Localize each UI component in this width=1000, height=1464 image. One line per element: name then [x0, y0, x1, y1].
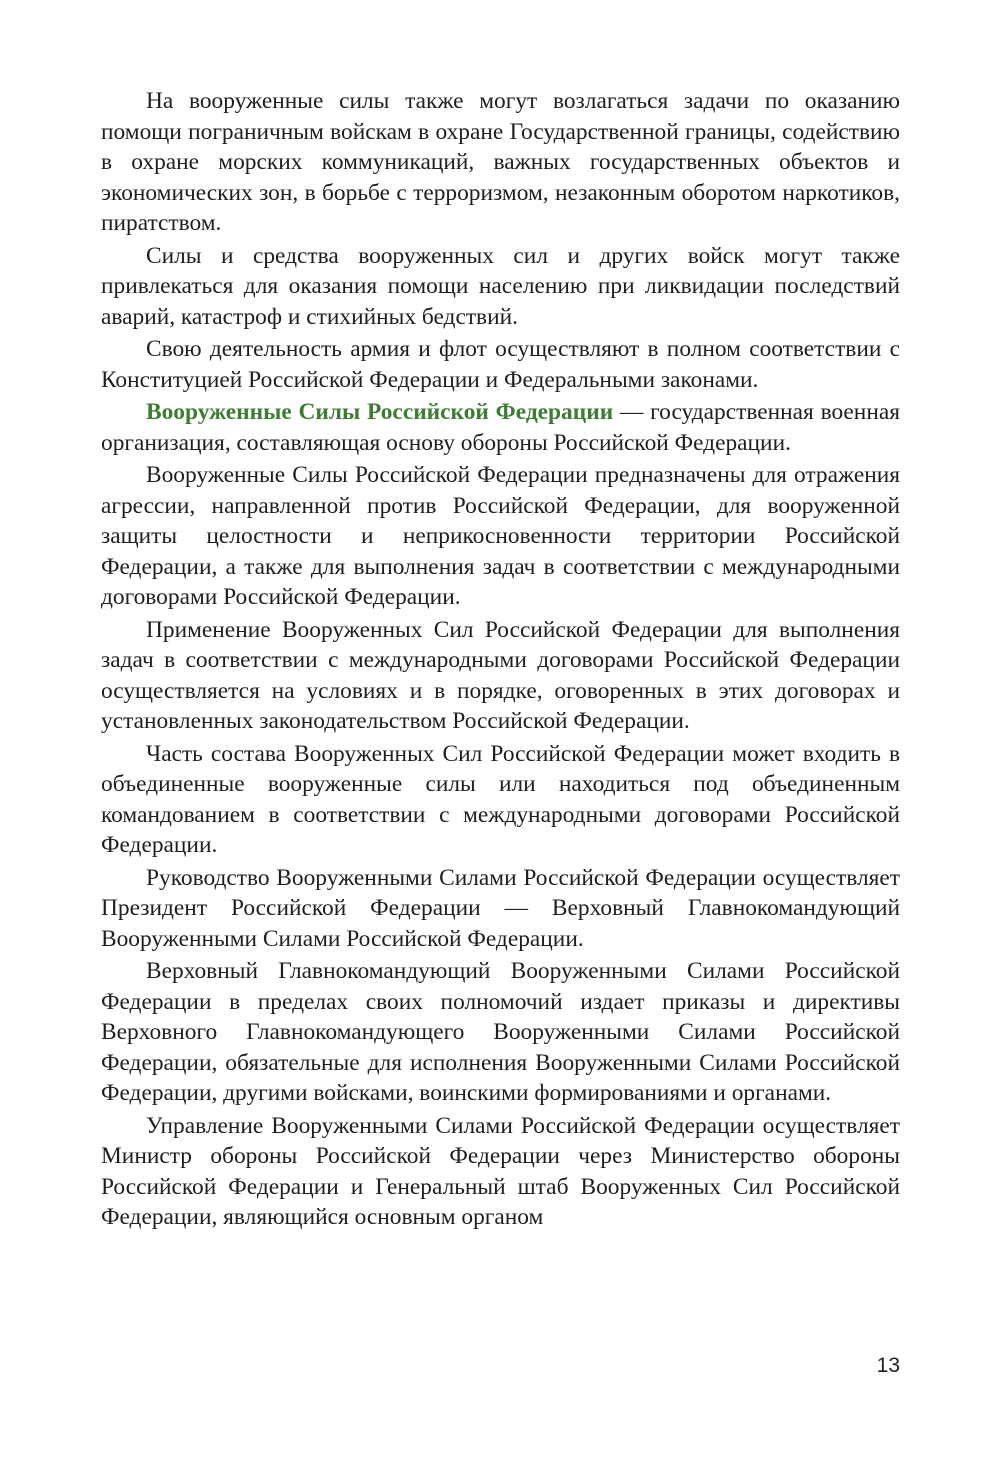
paragraph-9: Верховный Главнокомандующий Вооруженными Силами Российской Федерации в пределах своих полномочий издает приказы и директивы Верховного Главнокомандующего Вооруженными Силами Российской Федерации, обязательные для исполнения Вооруженными Силами Российской Федерации, другими войсками, воинскими формированиями и органами. — [101, 958, 900, 1106]
page-number: 13 — [876, 1354, 900, 1377]
defined-term: Вооруженные Силы Российской Федерации — [146, 399, 614, 425]
paragraph-4-definition — [101, 397, 900, 458]
paragraph-10: Управление Вооруженными Силами Российской Федерации осуществляет Министр обороны Российской Федерации через Министерство обороны Российской Федерации и Генеральный штаб Вооруженных Сил Российской Федерации, являющийся основным органом — [101, 1112, 900, 1230]
paragraph-8: Руководство Вооруженными Силами Российской Федерации осуществляет Президент Российской Федерации — Верховный Главнокомандующий Вооруженными Силами Российской Федерации. — [101, 864, 900, 952]
paragraph-6: Применение Вооруженных Сил Российской Федерации для выполнения задач в соответствии с международными договорами Российской Федерации осуществляется на условиях и в порядке, оговоренных в этих договорах и установленных законодательством Российской Федерации. — [101, 616, 900, 734]
definition-text: — государственная военная организация, составляющая основу обороны Российской Федерации. — [101, 399, 900, 456]
paragraph-2: Силы и средства вооруженных сил и других войск могут также привлекаться для оказания помощи населению при ликвидации последствий аварий, катастроф и стихийных бедствий. — [101, 242, 900, 330]
paragraph-5: Вооруженные Силы Российской Федерации предназначены для отражения агрессии, направленной против Российской Федерации, для вооруженной защиты целостности и неприкосновенности территории Российской Федерации, а также для выполнения задач в соответствии с международными договорами Российской Федерации. — [101, 462, 900, 610]
paragraph-7: Часть состава Вооруженных Сил Российской Федерации может входить в объединенные вооруженные силы или находиться под объединенным командованием в соответствии с международными договорами Российской Федерации. — [101, 740, 900, 858]
paragraph-1: На вооруженные силы также могут возлагаться задачи по оказанию помощи пограничным войскам в охране Государственной границы, содействию в охране морских коммуникаций, важных государственных объектов и экономических зон, в борьбе с терроризмом, незаконным оборотом наркотиков, пиратством. — [101, 88, 900, 236]
paragraph-3: Свою деятельность армия и флот осуществляют в полном соответствии с Конституцией Российской Федерации и Федеральными законами. — [101, 336, 900, 393]
page-body — [101, 86, 900, 1235]
